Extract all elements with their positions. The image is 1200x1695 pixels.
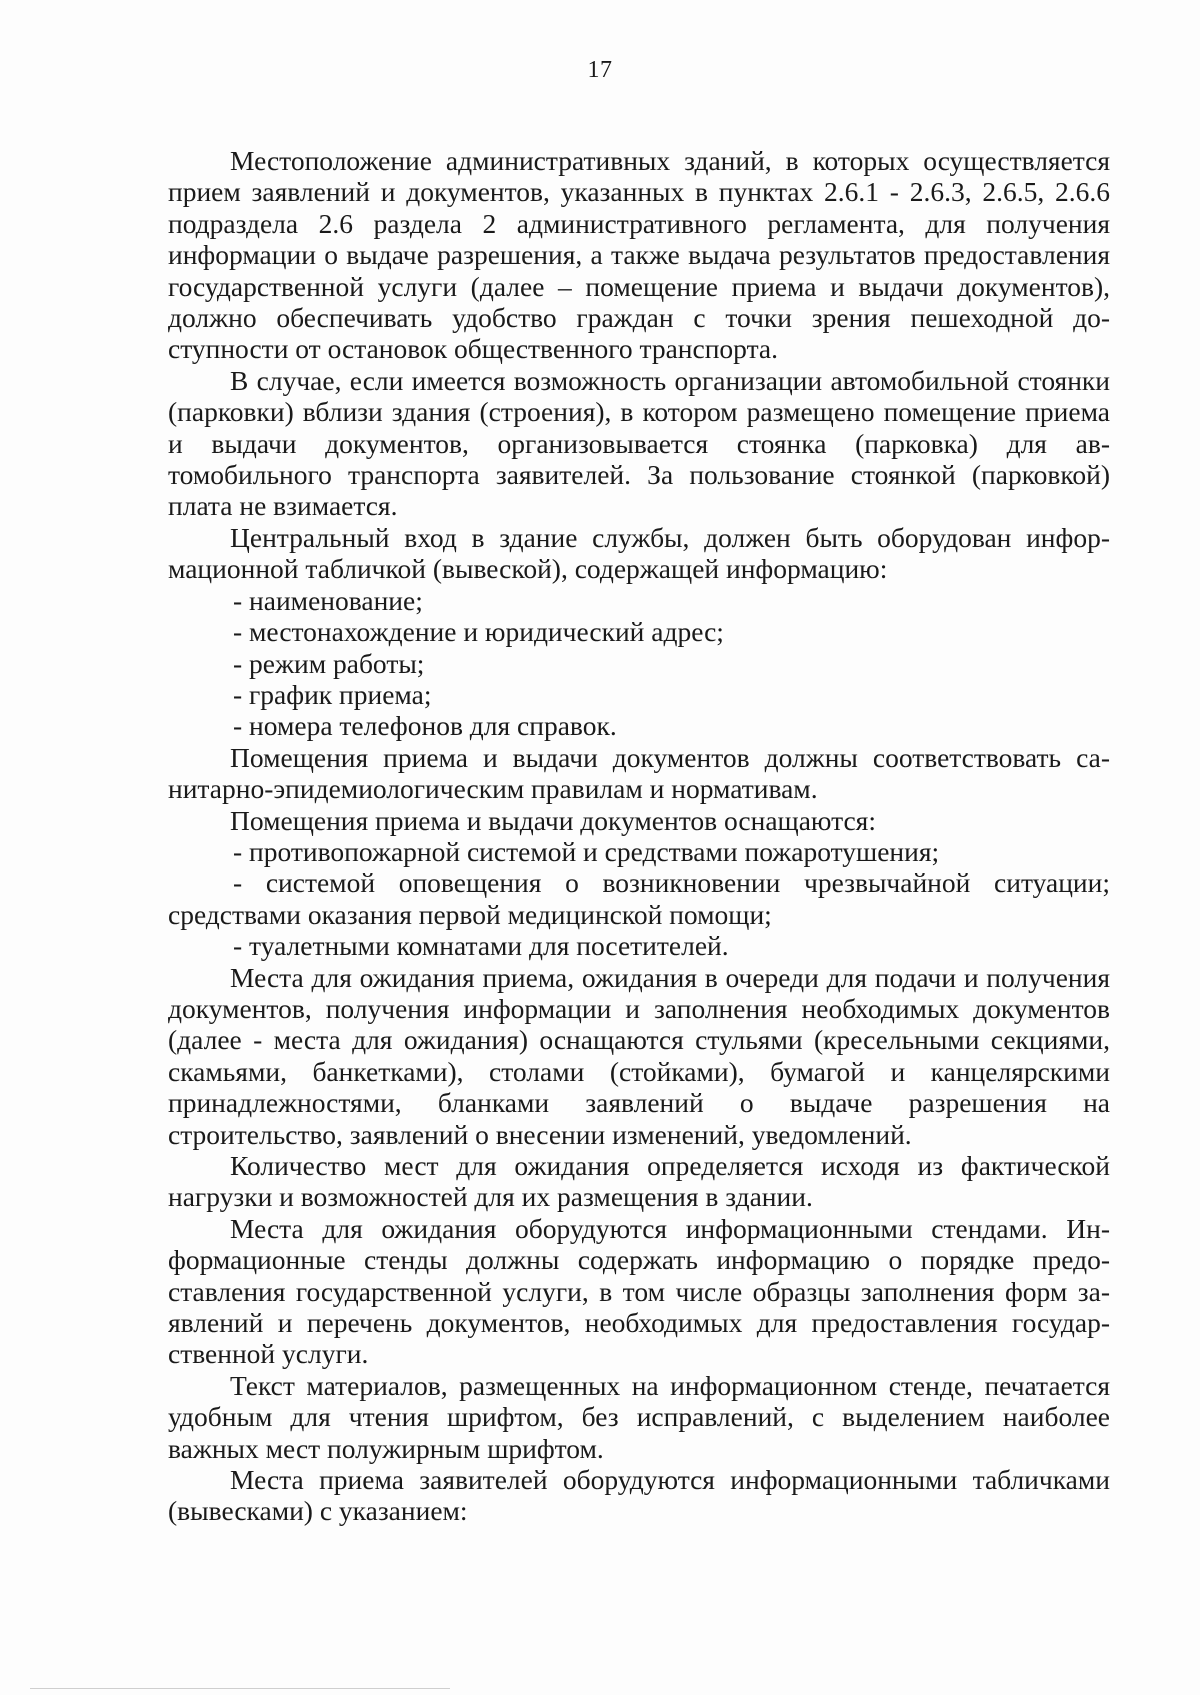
scan-edge-line: [30, 1688, 450, 1689]
page-number: 17: [587, 57, 613, 83]
paragraph-equipment: Помещения приема и выдачи документов оснащаются:: [230, 804, 876, 836]
list-item: - системой оповещения о возникновении чрезвычайной ситуации; средствами оказания первой медицинской помощи;: [168, 867, 1110, 930]
list-item: - номера телефонов для справок.: [233, 710, 617, 742]
list-item: - туалетными комнатами для посетителей.: [233, 930, 729, 962]
paragraph-location: Местоположение административных зданий, в которых осуществляется прием заявлений и документов, указанных в пунктах 2.6.1 - 2.6.3, 2.6.5, 2.6.6 подраздела 2.6 раздела 2 административного регламента, для получения информации о выдаче разрешения, а также выдача результатов предоставления государственной услуги (далее – помещение приема и выдачи документов), должно обеспечивать удобство граждан с точки зрения пешеходной доступности от остановок общественного транспорта.: [168, 145, 1110, 365]
list-item: - местонахождение и юридический адрес;: [233, 616, 724, 648]
paragraph-parking: В случае, если имеется возможность организации автомобильной стоянки (парковки) вблизи здания (строения), в котором размещено помещение приема и выдачи документов, организовывается стоянка (парковка) для автомобильного транспорта заявителей. За пользование стоянкой (парковкой) плата не взимается.: [168, 364, 1110, 522]
paragraph-waiting-places: Места для ожидания приема, ожидания в очереди для подачи и получения документов, получения информации и заполнения необходимых документов (далее - места для ожидания) оснащаются стульями (кресельными секциями, скамьями, банкетками), столами (стойками), бумагой и канцелярскими принадлежностями, бланками заявлений о выдаче разрешения на строительство, заявлений о внесении изменений, уведомлений.: [168, 961, 1110, 1150]
paragraph-reception-places: Места приема заявителей оборудуются информационными табличками (вывесками) с указанием:: [168, 1464, 1110, 1527]
list-item: - наименование;: [233, 584, 423, 616]
paragraph-stand-text: Текст материалов, размещенных на информационном стенде, печатается удобным для чтения шрифтом, без исправлений, с выделением наиболее важных мест полужирным шрифтом.: [168, 1369, 1110, 1464]
list-item: - режим работы;: [233, 647, 425, 679]
paragraph-sanitary: Помещения приема и выдачи документов должны соответствовать санитарно-эпидемиологическим правилам и нормативам.: [168, 741, 1110, 805]
document-body: [168, 145, 1110, 1527]
paragraph-waiting-count: Количество мест для ожидания определяется исходя из фактической нагрузки и возможностей для их размещения в здании.: [168, 1150, 1110, 1213]
paragraph-entrance: Центральный вход в здание службы, должен быть оборудован информационной табличкой (вывеской), содержащей информацию:: [168, 521, 1110, 585]
paragraph-info-stands: Места для ожидания оборудуются информационными стендами. Информационные стенды должны содержать информацию о порядке предоставления государственной услуги, в том числе образцы заполнения форм заявлений и перечень документов, необходимых для предоставления государственной услуги.: [168, 1212, 1110, 1370]
list-item: - противопожарной системой и средствами пожаротушения;: [233, 835, 940, 867]
list-item: - график приема;: [233, 678, 432, 710]
